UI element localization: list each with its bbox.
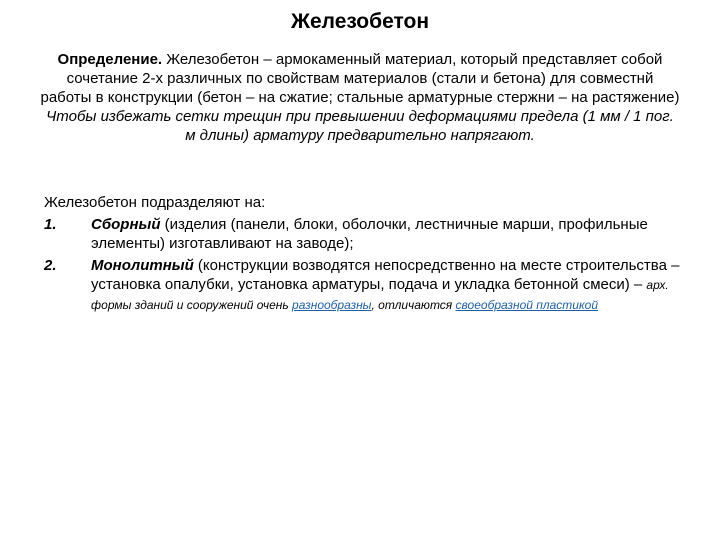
architecture-note-middle: , отличаются <box>371 298 456 312</box>
list-number: 1. <box>44 216 57 233</box>
list-item-monolithic <box>44 256 684 315</box>
definition-text: Железобетон – армокаменный материал, который представляет собой сочетание 2-х различных по свойствам материалов (стали и бетона) для совместнй работы в конструкции (бетон – на сжатие; стальные арматурные стержни – на растяжение) <box>40 51 680 106</box>
list-item-precast <box>44 215 684 253</box>
division-block <box>44 193 684 315</box>
definition-paragraph <box>40 50 680 107</box>
link-diverse[interactable]: разнообразны <box>292 298 372 312</box>
term-precast: Сборный <box>91 216 161 233</box>
division-intro: Железобетон подразделяют на: <box>44 194 266 211</box>
precast-description: (изделия (панели, блоки, оболочки, лестничные марши, профильные элементы) изготавливают на заводе); <box>91 216 648 252</box>
prestress-note: Чтобы избежать сетки трещин при превышении деформациями предела (1 мм / 1 пог. м длины) арматуру предварительно напрягают. <box>46 108 674 144</box>
definition-block <box>40 50 680 145</box>
architecture-note-start: арх. формы зданий и сооружений очень <box>91 278 669 312</box>
list-item-content <box>91 256 684 315</box>
link-plasticity[interactable]: своеобразной пластикой <box>455 298 598 312</box>
term-monolithic: Монолитный <box>91 257 194 274</box>
monolithic-description: (конструкции возводятся непосредственно на месте строительства – установка опалубки, установка арматуры, подача и укладка бетонной смеси) – <box>91 257 680 293</box>
slide-title: Железобетон <box>290 10 430 33</box>
list-item-content <box>91 215 684 253</box>
list-number: 2. <box>44 257 57 274</box>
definition-label: Определение. <box>57 51 163 68</box>
